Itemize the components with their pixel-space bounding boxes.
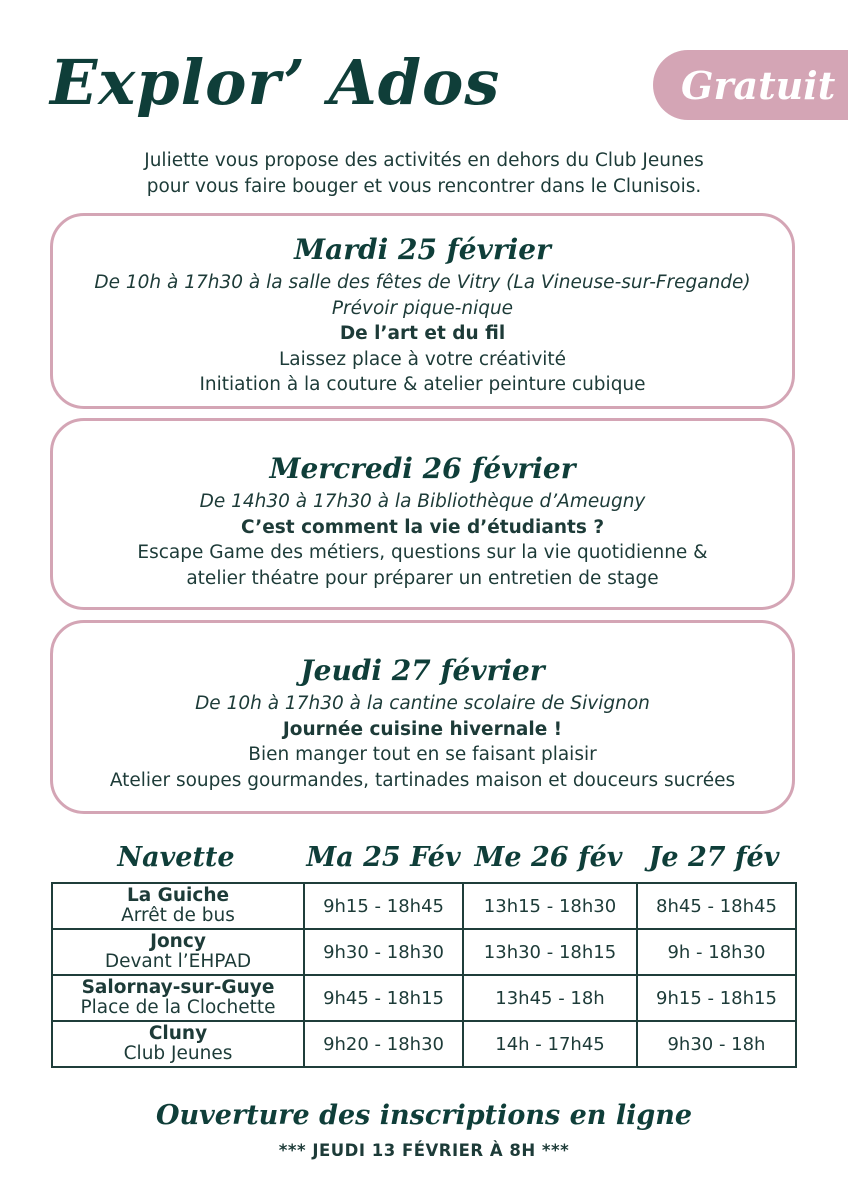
- page-title: Explor’ Ados: [50, 46, 501, 119]
- event-time-place: De 10h à 17h30 à la cantine scolaire de Sivignon: [195, 693, 650, 714]
- time-cell: 13h45 - 18h: [463, 975, 637, 1021]
- stop-location: Place de la Clochette: [80, 997, 276, 1018]
- table-row: [52, 975, 796, 1021]
- time-cell: 8h45 - 18h45: [637, 883, 796, 929]
- stop-cell: [52, 929, 304, 975]
- event-card-tuesday: [50, 213, 795, 409]
- stop-cell: [52, 975, 304, 1021]
- event-note: Prévoir pique-nique: [331, 297, 514, 319]
- time-cell: 9h15 - 18h45: [304, 883, 463, 929]
- time-cell: 9h45 - 18h15: [304, 975, 463, 1021]
- event-title: Mercredi 26 février: [269, 452, 576, 485]
- stop-name: Cluny: [148, 1023, 208, 1044]
- event-description: Escape Game des métiers, questions sur la vie quotidienne &: [137, 542, 708, 563]
- time-cell: 9h30 - 18h30: [304, 929, 463, 975]
- event-time-place: De 10h à 17h30 à la salle des fêtes de Vitry (La Vineuse-sur-Fregande): [94, 272, 751, 293]
- time-cell: 13h15 - 18h30: [463, 883, 637, 929]
- table-row: [52, 1021, 796, 1067]
- stop-name: La Guiche: [126, 885, 230, 906]
- stop-location: Club Jeunes: [123, 1043, 233, 1064]
- event-theme: Journée cuisine hivernale !: [282, 718, 563, 740]
- stop-name: Joncy: [150, 931, 206, 952]
- event-description: Atelier soupes gourmandes, tartinades maison et douceurs sucrées: [109, 769, 736, 791]
- event-time-place: De 14h30 à 17h30 à la Bibliothèque d’Ameugny: [199, 491, 646, 512]
- time-cell: 9h20 - 18h30: [304, 1021, 463, 1067]
- table-row: [52, 929, 796, 975]
- stop-cell: [52, 1021, 304, 1067]
- intro-line: pour vous faire bouger et vous rencontrer dans le Clunisois.: [146, 176, 702, 197]
- schedule-header-wednesday: Me 26 fév: [474, 841, 623, 873]
- time-cell: 9h - 18h30: [637, 929, 796, 975]
- event-description: Laissez place à votre créativité: [278, 348, 567, 370]
- time-cell: 13h30 - 18h15: [463, 929, 637, 975]
- event-title: Mardi 25 février: [294, 233, 551, 266]
- event-card-thursday: [50, 620, 795, 814]
- time-cell: 9h30 - 18h: [637, 1021, 796, 1067]
- time-cell: 9h15 - 18h15: [637, 975, 796, 1021]
- table-row: [52, 883, 796, 929]
- intro-text: [0, 148, 848, 200]
- schedule-header-thursday: Je 27 fév: [648, 841, 780, 873]
- event-theme: De l’art et du fil: [339, 323, 506, 344]
- event-theme: C’est comment la vie d’étudiants ?: [240, 516, 605, 538]
- stop-name: Salornay-sur-Guye: [81, 977, 275, 998]
- event-description: atelier théatre pour préparer un entretien de stage: [186, 567, 659, 589]
- shuttle-schedule-table: [51, 882, 797, 1068]
- event-description: Bien manger tout en se faisant plaisir: [248, 744, 597, 765]
- event-description: Initiation à la couture & atelier peinture cubique: [199, 374, 646, 395]
- stop-location: Arrêt de bus: [121, 905, 235, 926]
- stop-location: Devant l’EHPAD: [104, 951, 252, 972]
- time-cell: 14h - 17h45: [463, 1021, 637, 1067]
- intro-line: Juliette vous propose des activités en dehors du Club Jeunes: [144, 150, 704, 171]
- schedule-header-tuesday: Ma 25 Fév: [306, 841, 461, 873]
- event-title: Jeudi 27 février: [300, 654, 545, 687]
- registration-title: Ouverture des inscriptions en ligne: [155, 1100, 693, 1131]
- registration-date: *** JEUDI 13 FÉVRIER À 8H ***: [278, 1141, 570, 1160]
- free-badge: Gratuit: [653, 50, 848, 120]
- stop-cell: [52, 883, 304, 929]
- schedule-header-shuttle: Navette: [117, 841, 235, 873]
- event-card-wednesday: [50, 418, 795, 610]
